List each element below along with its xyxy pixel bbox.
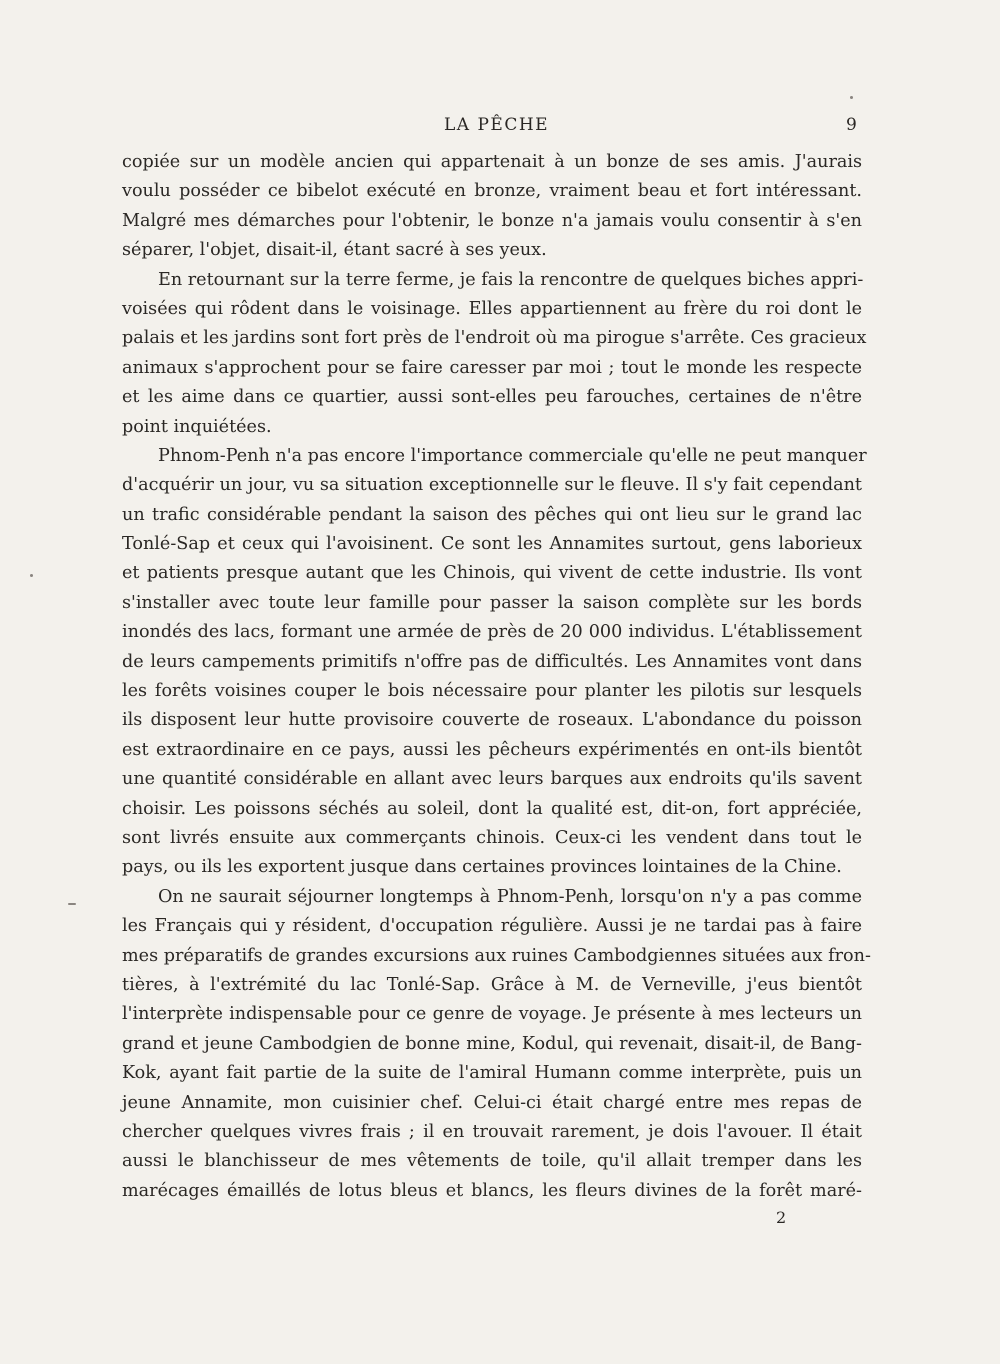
text-line: point inquiétées. xyxy=(122,416,272,437)
paragraph-start-line: On ne saurait séjourner longtemps à Phnom-Penh, lorsqu'on n'y a pas comme xyxy=(158,886,862,907)
text-line: d'acquérir un jour, vu sa situation exceptionnelle sur le fleuve. Il s'y fait cependant xyxy=(122,475,862,496)
text-line: les Français qui y résident, d'occupation régulière. Aussi je ne tardai pas à faire xyxy=(122,916,862,937)
text-line: l'interprète indispensable pour ce genre de voyage. Je présente à mes lecteurs un xyxy=(122,1004,862,1025)
running-title: LA PÊCHE xyxy=(444,115,550,135)
text-line: jeune Annamite, mon cuisinier chef. Celui-ci était chargé entre mes repas de xyxy=(122,1092,862,1113)
text-line: marécages émaillés de lotus bleus et blancs, les fleurs divines de la forêt maré- xyxy=(122,1180,862,1201)
text-line: palais et les jardins sont fort près de l'endroit où ma pirogue s'arrête. Ces gracieux xyxy=(122,328,867,349)
text-line: Kok, ayant fait partie de la suite de l'amiral Humann comme interprète, puis un xyxy=(122,1063,862,1084)
text-line: et les aime dans ce quartier, aussi sont-elles peu farouches, certaines de n'être xyxy=(122,387,862,408)
text-line: s'installer avec toute leur famille pour passer la saison complète sur les bords xyxy=(122,592,862,613)
text-line: ils disposent leur hutte provisoire couverte de roseaux. L'abondance du poisson xyxy=(122,710,862,731)
text-line: tières, à l'extrémité du lac Tonlé-Sap. Grâce à M. de Verneville, j'eus bientôt xyxy=(122,974,862,995)
text-line: une quantité considérable en allant avec leurs barques aux endroits qu'ils savent xyxy=(122,769,862,790)
text-line: animaux s'approchent pour se faire caresser par moi ; tout le monde les respecte xyxy=(122,357,862,378)
text-line: voulu posséder ce bibelot exécuté en bronze, vraiment beau et fort intéressant. xyxy=(122,181,862,202)
text-line: voisées qui rôdent dans le voisinage. Elles appartiennent au frère du roi dont le xyxy=(122,298,862,319)
text-line: sont livrés ensuite aux commerçants chinois. Ceux-ci les vendent dans tout le xyxy=(122,827,862,848)
text-line: pays, ou ils les exportent jusque dans certaines provinces lointaines de la Chine. xyxy=(122,857,842,878)
paper-speck xyxy=(850,96,853,99)
text-line: aussi le blanchisseur de mes vêtements de toile, qu'il allait tremper dans les xyxy=(122,1151,862,1172)
text-line: et patients presque autant que les Chinois, qui vivent de cette industrie. Ils vont xyxy=(122,563,862,584)
signature-mark: 2 xyxy=(776,1208,787,1227)
paragraph-start-line: Phnom-Penh n'a pas encore l'importance commerciale qu'elle ne peut manquer xyxy=(158,445,867,466)
paper-speck xyxy=(68,903,76,905)
text-line: de leurs campements primitifs n'offre pas de difficultés. Les Annamites vont dans xyxy=(122,651,862,672)
text-line: mes préparatifs de grandes excursions aux ruines Cambodgiennes situées aux fron- xyxy=(122,945,871,966)
text-line: Malgré mes démarches pour l'obtenir, le bonze n'a jamais voulu consentir à s'en xyxy=(122,210,862,231)
running-head xyxy=(0,111,1000,139)
body-text xyxy=(122,148,871,1206)
text-line: inondés des lacs, formant une armée de près de 20 000 individus. L'établissement xyxy=(122,622,862,643)
paper-speck xyxy=(30,574,33,577)
text-line: les forêts voisines couper le bois nécessaire pour planter les pilotis sur lesquels xyxy=(122,681,862,702)
paragraph-start-line: En retournant sur la terre ferme, je fais la rencontre de quelques biches appri- xyxy=(158,269,864,290)
text-line: Tonlé-Sap et ceux qui l'avoisinent. Ce sont les Annamites surtout, gens laborieux xyxy=(122,534,862,555)
text-line: chercher quelques vivres frais ; il en trouvait rarement, je dois l'avouer. Il était xyxy=(122,1121,862,1142)
text-line: est extraordinaire en ce pays, aussi les pêcheurs expérimentés en ont-ils bientôt xyxy=(122,739,862,760)
text-line: choisir. Les poissons séchés au soleil, dont la qualité est, dit-on, fort appréciée, xyxy=(122,798,862,819)
text-line: un trafic considérable pendant la saison des pêches qui ont lieu sur le grand lac xyxy=(122,504,862,525)
text-line: grand et jeune Cambodgien de bonne mine, Kodul, qui revenait, disait-il, de Bang- xyxy=(122,1033,862,1054)
page-number: 9 xyxy=(846,115,857,135)
text-line: séparer, l'objet, disait-il, étant sacré à ses yeux. xyxy=(122,240,547,261)
text-line: copiée sur un modèle ancien qui appartenait à un bonze de ses amis. J'aurais xyxy=(122,152,862,172)
